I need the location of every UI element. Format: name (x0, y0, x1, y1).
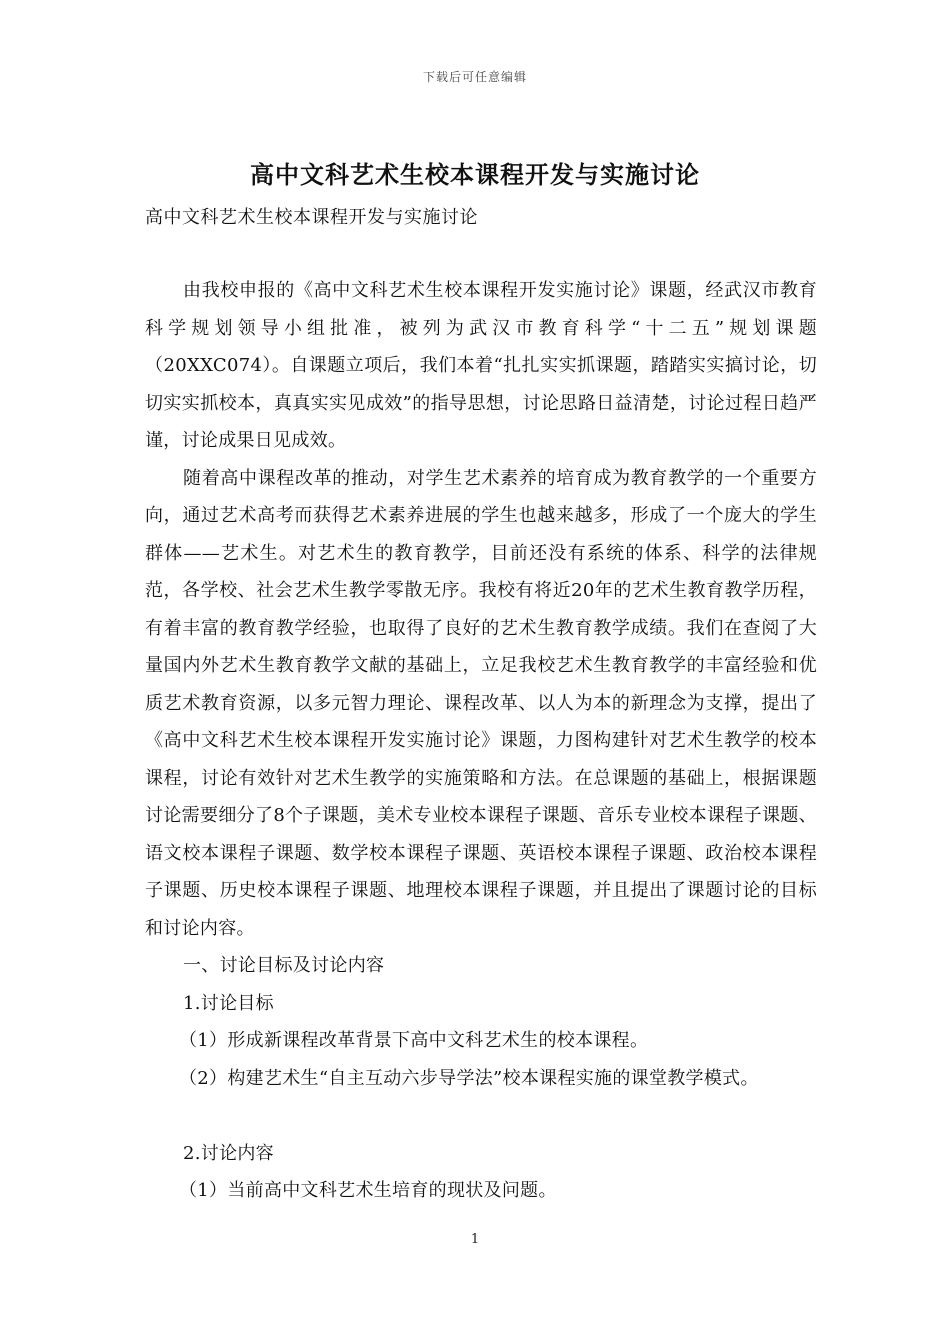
goal-item: （1）形成新课程改革背景下高中文科艺术生的校本课程。 (179, 1030, 649, 1051)
document-subtitle: 高中文科艺术生校本课程开发与实施讨论 (145, 207, 478, 228)
paragraph-background: 随着高中课程改革的推动，对学生艺术素养的培育成为教育教学的一个重要方向，通过艺术高考而获得艺术素养进展的学生也越来越多，形成了一个庞大的学生群体——艺术生。对艺术生的教育教学，目前还没有系统的体系、科学的法律规范，各学校、社会艺术生教学零散无序。我校有将近20年的艺术生教育教学历程，有着丰富的教育教学经验，也取得了良好的艺术生教育教学成绩。我们在查阅了大量国内外艺术生教育教学文献的基础上，立足我校艺术生教育教学的丰富经验和优质艺术教育资源，以多元智力理论、课程改革、以人为本的新理念为支撑，提出了《高中文科艺术生校本课程开发实施讨论》课题，力图构建针对艺术生教学的校本课程，讨论有效针对艺术生教学的实施策略和方法。在总课题的基础上，根据课题讨论需要细分了8个子课题，美术专业校本课程子课题、音乐专业校本课程子课题、语文校本课程子课题、数学校本课程子课题、英语校本课程子课题、政治校本课程子课题、历史校本课程子课题、地理校本课程子课题，并且提出了课题讨论的目标和讨论内容。 (145, 467, 817, 939)
goal-item: （2）构建艺术生“自主互动六步导学法”校本课程实施的课堂教学模式。 (179, 1067, 759, 1089)
header-note: 下载后可任意编辑 (422, 70, 527, 84)
content-item: （1）当前高中文科艺术生培育的现状及问题。 (179, 1180, 557, 1201)
subsection-heading-goals: 1.讨论目标 (183, 992, 274, 1014)
paragraph-intro: 由我校申报的《高中文科艺术生校本课程开发实施讨论》课题，经武汉市教育科学规划领导小组批准，被列为武汉市教育科学“十二五”规划课题（20XXC074）。自课题立项后，我们本着“扎扎实实抓课题，踏踏实实搞讨论，切切实实抓校本，真真实实见成效”的指导思想，讨论思路日益清楚，讨论过程日趋严谨，讨论成果日见成效。 (145, 280, 817, 451)
subsection-heading-content: 2.讨论内容 (183, 1142, 274, 1164)
blank-line (145, 1097, 817, 1135)
section-heading-goals-and-content: 一、讨论目标及讨论内容 (183, 955, 385, 976)
document-body (145, 272, 817, 1210)
document-title: 高中文科艺术生校本课程开发与实施讨论 (250, 160, 700, 189)
page-number: 1 (470, 1232, 480, 1247)
